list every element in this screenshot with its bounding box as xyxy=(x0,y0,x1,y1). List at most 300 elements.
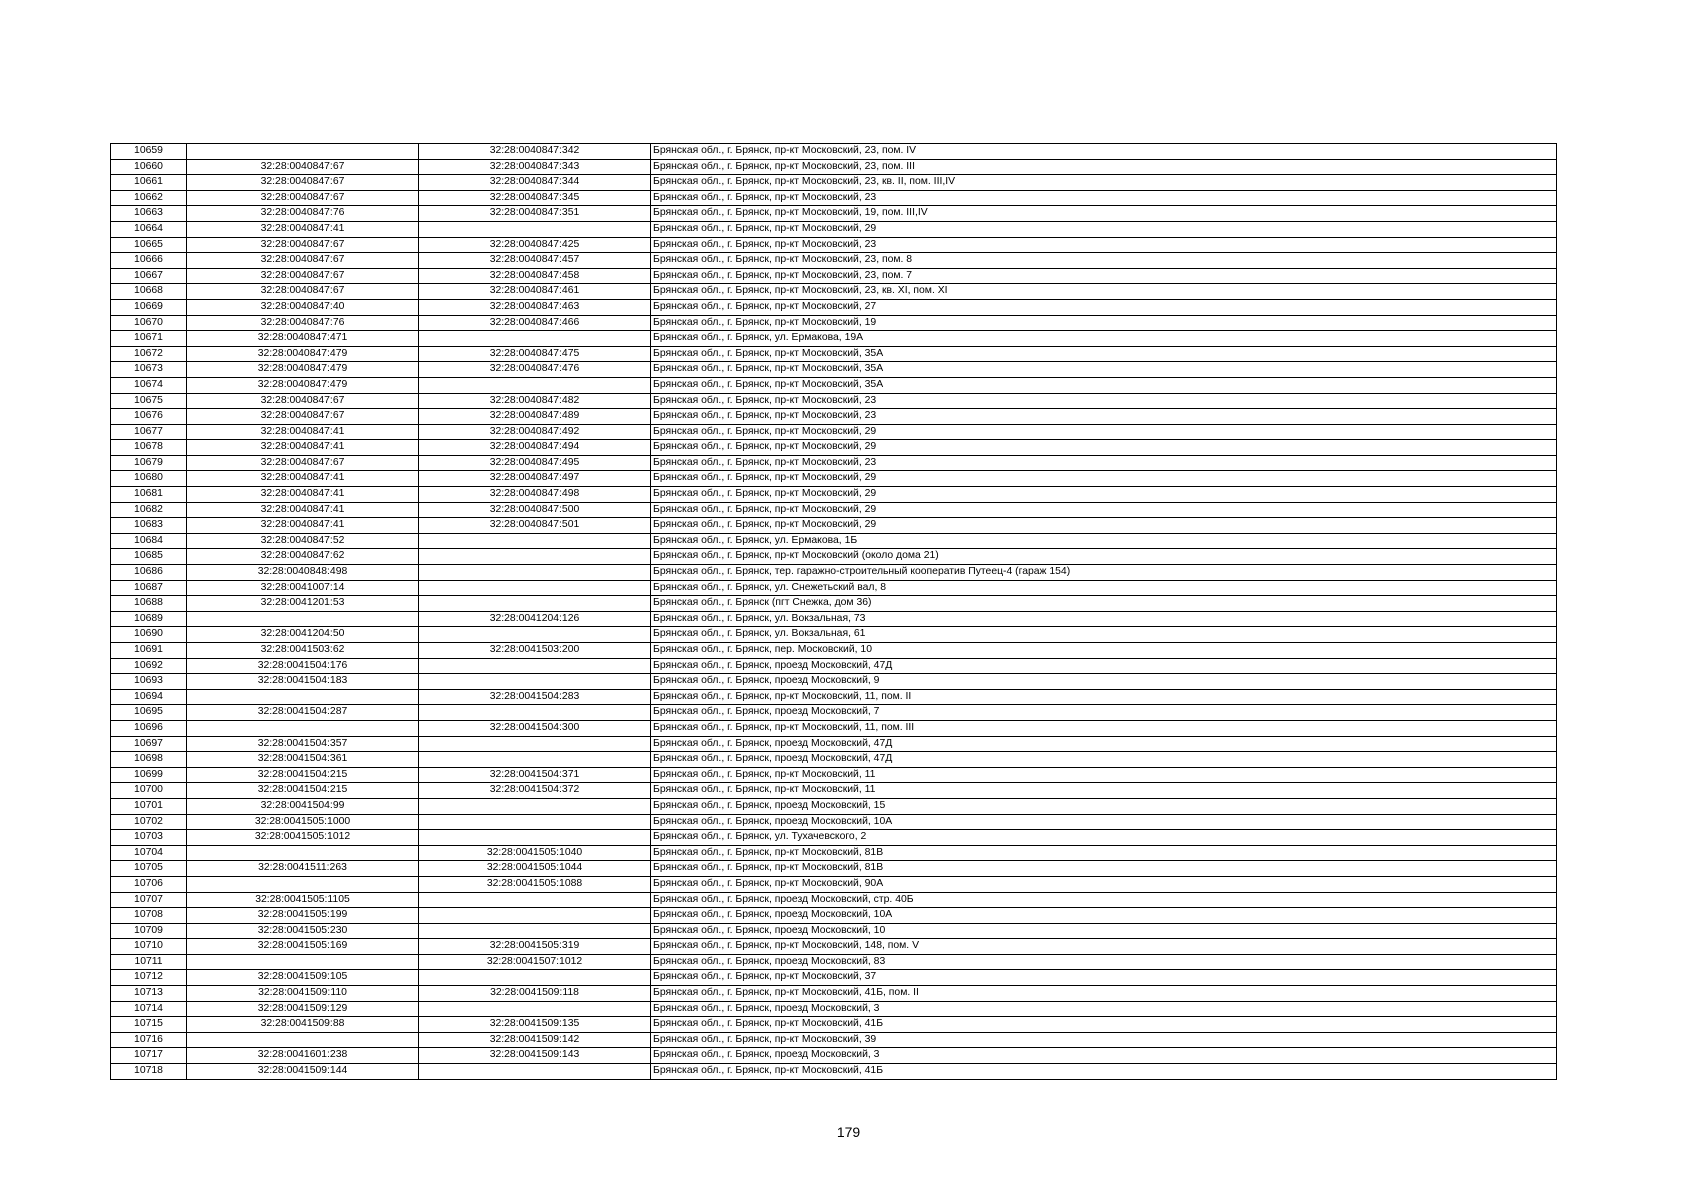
address-cell: Брянская обл., г. Брянск, проезд Московский, 10А xyxy=(651,908,1557,924)
address-cell: Брянская обл., г. Брянск, пр-кт Московский, 11, пом. II xyxy=(651,689,1557,705)
table-row xyxy=(111,720,1557,736)
land-cadastral-number-cell: 32:28:0040847:41 xyxy=(187,502,419,518)
land-cadastral-number-cell: 32:28:0040847:41 xyxy=(187,440,419,456)
row-number-cell: 10682 xyxy=(111,502,187,518)
table-row xyxy=(111,190,1557,206)
table-row xyxy=(111,362,1557,378)
object-cadastral-number-cell: 32:28:0040847:489 xyxy=(419,409,651,425)
address-cell: Брянская обл., г. Брянск, пр-кт Московский, 19 xyxy=(651,315,1557,331)
row-number-cell: 10660 xyxy=(111,159,187,175)
row-number-cell: 10680 xyxy=(111,471,187,487)
object-cadastral-number-cell xyxy=(419,596,651,612)
table-row xyxy=(111,783,1557,799)
row-number-cell: 10669 xyxy=(111,299,187,315)
row-number-cell: 10718 xyxy=(111,1064,187,1080)
land-cadastral-number-cell: 32:28:0040847:41 xyxy=(187,471,419,487)
table-row xyxy=(111,658,1557,674)
row-number-cell: 10663 xyxy=(111,206,187,222)
row-number-cell: 10694 xyxy=(111,689,187,705)
row-number-cell: 10659 xyxy=(111,144,187,160)
object-cadastral-number-cell: 32:28:0040847:497 xyxy=(419,471,651,487)
land-cadastral-number-cell xyxy=(187,876,419,892)
object-cadastral-number-cell: 32:28:0041503:200 xyxy=(419,643,651,659)
address-cell: Брянская обл., г. Брянск, проезд Московский, 47Д xyxy=(651,752,1557,768)
object-cadastral-number-cell: 32:28:0041505:1088 xyxy=(419,876,651,892)
table-row xyxy=(111,221,1557,237)
address-cell: Брянская обл., г. Брянск, пр-кт Московский, 23, кв. XI, пом. XI xyxy=(651,284,1557,300)
row-number-cell: 10712 xyxy=(111,970,187,986)
address-cell: Брянская обл., г. Брянск, пр-кт Московский, 29 xyxy=(651,221,1557,237)
address-cell: Брянская обл., г. Брянск, проезд Московский, 10 xyxy=(651,923,1557,939)
table-row xyxy=(111,705,1557,721)
object-cadastral-number-cell xyxy=(419,580,651,596)
object-cadastral-number-cell: 32:28:0040847:501 xyxy=(419,518,651,534)
registry-table xyxy=(110,143,1557,1080)
object-cadastral-number-cell: 32:28:0040847:495 xyxy=(419,455,651,471)
table-row xyxy=(111,970,1557,986)
land-cadastral-number-cell xyxy=(187,720,419,736)
row-number-cell: 10672 xyxy=(111,346,187,362)
object-cadastral-number-cell xyxy=(419,908,651,924)
land-cadastral-number-cell xyxy=(187,954,419,970)
object-cadastral-number-cell: 32:28:0041509:143 xyxy=(419,1048,651,1064)
address-cell: Брянская обл., г. Брянск, ул. Вокзальная, 73 xyxy=(651,611,1557,627)
table-row xyxy=(111,596,1557,612)
land-cadastral-number-cell xyxy=(187,845,419,861)
address-cell: Брянская обл., г. Брянск, ул. Вокзальная, 61 xyxy=(651,627,1557,643)
row-number-cell: 10711 xyxy=(111,954,187,970)
object-cadastral-number-cell xyxy=(419,970,651,986)
row-number-cell: 10698 xyxy=(111,752,187,768)
address-cell: Брянская обл., г. Брянск, проезд Московский, 9 xyxy=(651,674,1557,690)
row-number-cell: 10670 xyxy=(111,315,187,331)
address-cell: Брянская обл., г. Брянск, пр-кт Московский, 148, пом. V xyxy=(651,939,1557,955)
land-cadastral-number-cell: 32:28:0040847:67 xyxy=(187,253,419,269)
table-row xyxy=(111,830,1557,846)
object-cadastral-number-cell: 32:28:0041505:1044 xyxy=(419,861,651,877)
object-cadastral-number-cell xyxy=(419,830,651,846)
address-cell: Брянская обл., г. Брянск, пр-кт Московский, 11 xyxy=(651,767,1557,783)
land-cadastral-number-cell: 32:28:0040847:41 xyxy=(187,487,419,503)
row-number-cell: 10668 xyxy=(111,284,187,300)
land-cadastral-number-cell: 32:28:0041504:361 xyxy=(187,752,419,768)
land-cadastral-number-cell: 32:28:0041509:105 xyxy=(187,970,419,986)
table-row xyxy=(111,954,1557,970)
address-cell: Брянская обл., г. Брянск, пр-кт Московский, 29 xyxy=(651,487,1557,503)
address-cell: Брянская обл., г. Брянск, тер. гаражно-строительный кооператив Путеец-4 (гараж 154) xyxy=(651,565,1557,581)
table-row xyxy=(111,487,1557,503)
object-cadastral-number-cell: 32:28:0040847:475 xyxy=(419,346,651,362)
table-row xyxy=(111,440,1557,456)
row-number-cell: 10704 xyxy=(111,845,187,861)
row-number-cell: 10707 xyxy=(111,892,187,908)
land-cadastral-number-cell: 32:28:0041505:199 xyxy=(187,908,419,924)
address-cell: Брянская обл., г. Брянск, пр-кт Московский, 37 xyxy=(651,970,1557,986)
address-cell: Брянская обл., г. Брянск, пр-кт Московский, 81В xyxy=(651,861,1557,877)
table-row xyxy=(111,986,1557,1002)
address-cell: Брянская обл., г. Брянск, проезд Московский, 47Д xyxy=(651,736,1557,752)
land-cadastral-number-cell: 32:28:0041204:50 xyxy=(187,627,419,643)
row-number-cell: 10676 xyxy=(111,409,187,425)
table-row xyxy=(111,237,1557,253)
table-row xyxy=(111,643,1557,659)
land-cadastral-number-cell: 32:28:0040847:67 xyxy=(187,409,419,425)
row-number-cell: 10674 xyxy=(111,377,187,393)
land-cadastral-number-cell: 32:28:0041504:287 xyxy=(187,705,419,721)
land-cadastral-number-cell: 32:28:0040847:41 xyxy=(187,518,419,534)
table-row xyxy=(111,424,1557,440)
address-cell: Брянская обл., г. Брянск, пр-кт Московский, 11, пом. III xyxy=(651,720,1557,736)
address-cell: Брянская обл., г. Брянск, пр-кт Московский, 23, пом. 7 xyxy=(651,268,1557,284)
land-cadastral-number-cell: 32:28:0041504:215 xyxy=(187,783,419,799)
table-row xyxy=(111,533,1557,549)
row-number-cell: 10684 xyxy=(111,533,187,549)
row-number-cell: 10681 xyxy=(111,487,187,503)
table-row xyxy=(111,1017,1557,1033)
address-cell: Брянская обл., г. Брянск, пр-кт Московский, 41Б xyxy=(651,1064,1557,1080)
table-row xyxy=(111,565,1557,581)
land-cadastral-number-cell: 32:28:0040847:67 xyxy=(187,268,419,284)
address-cell: Брянская обл., г. Брянск, пр-кт Московский, 11 xyxy=(651,783,1557,799)
table-row xyxy=(111,284,1557,300)
table-row xyxy=(111,346,1557,362)
row-number-cell: 10714 xyxy=(111,1001,187,1017)
object-cadastral-number-cell: 32:28:0041204:126 xyxy=(419,611,651,627)
address-cell: Брянская обл., г. Брянск, ул. Ермакова, 1Б xyxy=(651,533,1557,549)
table-row xyxy=(111,627,1557,643)
object-cadastral-number-cell xyxy=(419,533,651,549)
row-number-cell: 10679 xyxy=(111,455,187,471)
row-number-cell: 10705 xyxy=(111,861,187,877)
table-row xyxy=(111,845,1557,861)
table-row xyxy=(111,580,1557,596)
object-cadastral-number-cell: 32:28:0040847:494 xyxy=(419,440,651,456)
land-cadastral-number-cell: 32:28:0040847:40 xyxy=(187,299,419,315)
object-cadastral-number-cell: 32:28:0040847:492 xyxy=(419,424,651,440)
address-cell: Брянская обл., г. Брянск, пр-кт Московский (около дома 21) xyxy=(651,549,1557,565)
table-row xyxy=(111,674,1557,690)
address-cell: Брянская обл., г. Брянск, проезд Московский, 15 xyxy=(651,798,1557,814)
object-cadastral-number-cell xyxy=(419,549,651,565)
address-cell: Брянская обл., г. Брянск, проезд Московский, 83 xyxy=(651,954,1557,970)
row-number-cell: 10710 xyxy=(111,939,187,955)
row-number-cell: 10696 xyxy=(111,720,187,736)
row-number-cell: 10686 xyxy=(111,565,187,581)
address-cell: Брянская обл., г. Брянск, пр-кт Московский, 19, пом. III,IV xyxy=(651,206,1557,222)
address-cell: Брянская обл., г. Брянск, пр-кт Московский, 35А xyxy=(651,362,1557,378)
object-cadastral-number-cell xyxy=(419,377,651,393)
object-cadastral-number-cell: 32:28:0040847:476 xyxy=(419,362,651,378)
address-cell: Брянская обл., г. Брянск, пр-кт Московский, 23, кв. II, пом. III,IV xyxy=(651,175,1557,191)
row-number-cell: 10716 xyxy=(111,1032,187,1048)
row-number-cell: 10667 xyxy=(111,268,187,284)
land-cadastral-number-cell: 32:28:0041505:1012 xyxy=(187,830,419,846)
table-row xyxy=(111,409,1557,425)
address-cell: Брянская обл., г. Брянск, пр-кт Московский, 35А xyxy=(651,346,1557,362)
address-cell: Брянская обл., г. Брянск, пр-кт Московский, 81В xyxy=(651,845,1557,861)
object-cadastral-number-cell xyxy=(419,705,651,721)
object-cadastral-number-cell xyxy=(419,798,651,814)
object-cadastral-number-cell: 32:28:0041504:283 xyxy=(419,689,651,705)
address-cell: Брянская обл., г. Брянск, пр-кт Московский, 29 xyxy=(651,502,1557,518)
row-number-cell: 10673 xyxy=(111,362,187,378)
address-cell: Брянская обл., г. Брянск, пр-кт Московский, 23 xyxy=(651,190,1557,206)
land-cadastral-number-cell: 32:28:0040847:67 xyxy=(187,190,419,206)
land-cadastral-number-cell: 32:28:0041509:144 xyxy=(187,1064,419,1080)
object-cadastral-number-cell: 32:28:0040847:351 xyxy=(419,206,651,222)
address-cell: Брянская обл., г. Брянск, ул. Тухачевского, 2 xyxy=(651,830,1557,846)
address-cell: Брянская обл., г. Брянск, ул. Ермакова, 19А xyxy=(651,331,1557,347)
address-cell: Брянская обл., г. Брянск, пр-кт Московский, 27 xyxy=(651,299,1557,315)
address-cell: Брянская обл., г. Брянск, проезд Московский, 7 xyxy=(651,705,1557,721)
land-cadastral-number-cell: 32:28:0040847:41 xyxy=(187,424,419,440)
table-row xyxy=(111,144,1557,160)
row-number-cell: 10664 xyxy=(111,221,187,237)
land-cadastral-number-cell: 32:28:0040847:76 xyxy=(187,206,419,222)
land-cadastral-number-cell: 32:28:0041201:53 xyxy=(187,596,419,612)
land-cadastral-number-cell: 32:28:0040847:67 xyxy=(187,284,419,300)
row-number-cell: 10687 xyxy=(111,580,187,596)
row-number-cell: 10706 xyxy=(111,876,187,892)
row-number-cell: 10691 xyxy=(111,643,187,659)
object-cadastral-number-cell xyxy=(419,658,651,674)
object-cadastral-number-cell xyxy=(419,814,651,830)
land-cadastral-number-cell xyxy=(187,611,419,627)
table-row xyxy=(111,767,1557,783)
object-cadastral-number-cell xyxy=(419,674,651,690)
address-cell: Брянская обл., г. Брянск, пр-кт Московский, 29 xyxy=(651,518,1557,534)
row-number-cell: 10715 xyxy=(111,1017,187,1033)
object-cadastral-number-cell xyxy=(419,752,651,768)
row-number-cell: 10661 xyxy=(111,175,187,191)
row-number-cell: 10708 xyxy=(111,908,187,924)
row-number-cell: 10685 xyxy=(111,549,187,565)
land-cadastral-number-cell: 32:28:0040847:479 xyxy=(187,362,419,378)
address-cell: Брянская обл., г. Брянск, пр-кт Московский, 35А xyxy=(651,377,1557,393)
object-cadastral-number-cell xyxy=(419,1064,651,1080)
land-cadastral-number-cell: 32:28:0040847:67 xyxy=(187,159,419,175)
row-number-cell: 10697 xyxy=(111,736,187,752)
object-cadastral-number-cell: 32:28:0041505:319 xyxy=(419,939,651,955)
object-cadastral-number-cell xyxy=(419,565,651,581)
object-cadastral-number-cell xyxy=(419,627,651,643)
table-row xyxy=(111,393,1557,409)
object-cadastral-number-cell: 32:28:0040847:457 xyxy=(419,253,651,269)
land-cadastral-number-cell: 32:28:0041504:176 xyxy=(187,658,419,674)
table-row xyxy=(111,175,1557,191)
row-number-cell: 10690 xyxy=(111,627,187,643)
land-cadastral-number-cell: 32:28:0040847:479 xyxy=(187,346,419,362)
table-row xyxy=(111,876,1557,892)
table-row xyxy=(111,736,1557,752)
land-cadastral-number-cell xyxy=(187,1032,419,1048)
object-cadastral-number-cell: 32:28:0040847:466 xyxy=(419,315,651,331)
address-cell: Брянская обл., г. Брянск (пгт Снежка, дом 36) xyxy=(651,596,1557,612)
object-cadastral-number-cell xyxy=(419,331,651,347)
object-cadastral-number-cell: 32:28:0040847:482 xyxy=(419,393,651,409)
land-cadastral-number-cell: 32:28:0040847:67 xyxy=(187,175,419,191)
row-number-cell: 10700 xyxy=(111,783,187,799)
address-cell: Брянская обл., г. Брянск, проезд Московский, 10А xyxy=(651,814,1557,830)
table-row xyxy=(111,892,1557,908)
table-row xyxy=(111,206,1557,222)
address-cell: Брянская обл., г. Брянск, пр-кт Московский, 29 xyxy=(651,440,1557,456)
row-number-cell: 10665 xyxy=(111,237,187,253)
object-cadastral-number-cell: 32:28:0040847:425 xyxy=(419,237,651,253)
land-cadastral-number-cell: 32:28:0040848:498 xyxy=(187,565,419,581)
address-cell: Брянская обл., г. Брянск, пр-кт Московский, 23, пом. IV xyxy=(651,144,1557,160)
land-cadastral-number-cell: 32:28:0041505:169 xyxy=(187,939,419,955)
land-cadastral-number-cell: 32:28:0040847:67 xyxy=(187,455,419,471)
land-cadastral-number-cell: 32:28:0041504:357 xyxy=(187,736,419,752)
object-cadastral-number-cell: 32:28:0041504:300 xyxy=(419,720,651,736)
table-row xyxy=(111,923,1557,939)
row-number-cell: 10675 xyxy=(111,393,187,409)
table-row xyxy=(111,502,1557,518)
table-row xyxy=(111,798,1557,814)
address-cell: Брянская обл., г. Брянск, пер. Московский, 10 xyxy=(651,643,1557,659)
table-row xyxy=(111,1048,1557,1064)
table-row xyxy=(111,814,1557,830)
land-cadastral-number-cell: 32:28:0041505:230 xyxy=(187,923,419,939)
table-row xyxy=(111,689,1557,705)
land-cadastral-number-cell: 32:28:0040847:67 xyxy=(187,237,419,253)
table-row xyxy=(111,549,1557,565)
land-cadastral-number-cell: 32:28:0041511:263 xyxy=(187,861,419,877)
address-cell: Брянская обл., г. Брянск, ул. Снежетьский вал, 8 xyxy=(651,580,1557,596)
row-number-cell: 10683 xyxy=(111,518,187,534)
table-row xyxy=(111,1064,1557,1080)
table-row xyxy=(111,253,1557,269)
land-cadastral-number-cell xyxy=(187,144,419,160)
row-number-cell: 10695 xyxy=(111,705,187,721)
object-cadastral-number-cell: 32:28:0040847:500 xyxy=(419,502,651,518)
row-number-cell: 10699 xyxy=(111,767,187,783)
address-cell: Брянская обл., г. Брянск, пр-кт Московский, 23 xyxy=(651,409,1557,425)
row-number-cell: 10671 xyxy=(111,331,187,347)
row-number-cell: 10677 xyxy=(111,424,187,440)
land-cadastral-number-cell: 32:28:0041504:183 xyxy=(187,674,419,690)
table-row xyxy=(111,518,1557,534)
address-cell: Брянская обл., г. Брянск, пр-кт Московский, 23 xyxy=(651,237,1557,253)
object-cadastral-number-cell: 32:28:0040847:458 xyxy=(419,268,651,284)
table-row xyxy=(111,377,1557,393)
object-cadastral-number-cell xyxy=(419,736,651,752)
row-number-cell: 10688 xyxy=(111,596,187,612)
table-row xyxy=(111,939,1557,955)
land-cadastral-number-cell: 32:28:0040847:76 xyxy=(187,315,419,331)
address-cell: Брянская обл., г. Брянск, пр-кт Московский, 29 xyxy=(651,471,1557,487)
object-cadastral-number-cell: 32:28:0041509:118 xyxy=(419,986,651,1002)
row-number-cell: 10713 xyxy=(111,986,187,1002)
address-cell: Брянская обл., г. Брянск, пр-кт Московский, 23, пом. 8 xyxy=(651,253,1557,269)
land-cadastral-number-cell: 32:28:0041509:129 xyxy=(187,1001,419,1017)
row-number-cell: 10702 xyxy=(111,814,187,830)
row-number-cell: 10689 xyxy=(111,611,187,627)
address-cell: Брянская обл., г. Брянск, проезд Московский, стр. 40Б xyxy=(651,892,1557,908)
object-cadastral-number-cell: 32:28:0041504:372 xyxy=(419,783,651,799)
table-row xyxy=(111,455,1557,471)
address-cell: Брянская обл., г. Брянск, пр-кт Московский, 23 xyxy=(651,393,1557,409)
object-cadastral-number-cell xyxy=(419,923,651,939)
table-row xyxy=(111,315,1557,331)
table-row xyxy=(111,471,1557,487)
object-cadastral-number-cell xyxy=(419,1001,651,1017)
table-row xyxy=(111,299,1557,315)
row-number-cell: 10703 xyxy=(111,830,187,846)
land-cadastral-number-cell: 32:28:0041504:99 xyxy=(187,798,419,814)
table-row xyxy=(111,752,1557,768)
object-cadastral-number-cell: 32:28:0040847:345 xyxy=(419,190,651,206)
land-cadastral-number-cell: 32:28:0040847:52 xyxy=(187,533,419,549)
object-cadastral-number-cell xyxy=(419,892,651,908)
address-cell: Брянская обл., г. Брянск, пр-кт Московский, 23 xyxy=(651,455,1557,471)
land-cadastral-number-cell: 32:28:0041505:1000 xyxy=(187,814,419,830)
object-cadastral-number-cell: 32:28:0040847:461 xyxy=(419,284,651,300)
land-cadastral-number-cell xyxy=(187,689,419,705)
table-row xyxy=(111,861,1557,877)
row-number-cell: 10709 xyxy=(111,923,187,939)
land-cadastral-number-cell: 32:28:0040847:471 xyxy=(187,331,419,347)
table-row xyxy=(111,908,1557,924)
registry-table-body xyxy=(111,144,1557,1080)
address-cell: Брянская обл., г. Брянск, пр-кт Московский, 23, пом. III xyxy=(651,159,1557,175)
table-row xyxy=(111,268,1557,284)
land-cadastral-number-cell: 32:28:0041505:1105 xyxy=(187,892,419,908)
address-cell: Брянская обл., г. Брянск, проезд Московский, 3 xyxy=(651,1001,1557,1017)
object-cadastral-number-cell: 32:28:0040847:498 xyxy=(419,487,651,503)
object-cadastral-number-cell: 32:28:0041505:1040 xyxy=(419,845,651,861)
land-cadastral-number-cell: 32:28:0040847:479 xyxy=(187,377,419,393)
land-cadastral-number-cell: 32:28:0041509:110 xyxy=(187,986,419,1002)
land-cadastral-number-cell: 32:28:0041601:238 xyxy=(187,1048,419,1064)
address-cell: Брянская обл., г. Брянск, пр-кт Московский, 41Б, пом. II xyxy=(651,986,1557,1002)
object-cadastral-number-cell: 32:28:0041509:135 xyxy=(419,1017,651,1033)
land-cadastral-number-cell: 32:28:0041007:14 xyxy=(187,580,419,596)
object-cadastral-number-cell: 32:28:0040847:343 xyxy=(419,159,651,175)
land-cadastral-number-cell: 32:28:0040847:41 xyxy=(187,221,419,237)
land-cadastral-number-cell: 32:28:0041503:62 xyxy=(187,643,419,659)
address-cell: Брянская обл., г. Брянск, пр-кт Московский, 39 xyxy=(651,1032,1557,1048)
object-cadastral-number-cell: 32:28:0041507:1012 xyxy=(419,954,651,970)
page-number: 179 xyxy=(836,1124,861,1140)
object-cadastral-number-cell xyxy=(419,221,651,237)
table-row xyxy=(111,1001,1557,1017)
address-cell: Брянская обл., г. Брянск, пр-кт Московский, 41Б xyxy=(651,1017,1557,1033)
land-cadastral-number-cell: 32:28:0040847:62 xyxy=(187,549,419,565)
row-number-cell: 10662 xyxy=(111,190,187,206)
object-cadastral-number-cell: 32:28:0040847:344 xyxy=(419,175,651,191)
row-number-cell: 10693 xyxy=(111,674,187,690)
table-row xyxy=(111,611,1557,627)
row-number-cell: 10692 xyxy=(111,658,187,674)
row-number-cell: 10717 xyxy=(111,1048,187,1064)
land-cadastral-number-cell: 32:28:0041509:88 xyxy=(187,1017,419,1033)
table-row xyxy=(111,1032,1557,1048)
address-cell: Брянская обл., г. Брянск, пр-кт Московский, 90А xyxy=(651,876,1557,892)
land-cadastral-number-cell: 32:28:0040847:67 xyxy=(187,393,419,409)
table-row xyxy=(111,159,1557,175)
table-row xyxy=(111,331,1557,347)
object-cadastral-number-cell: 32:28:0040847:463 xyxy=(419,299,651,315)
row-number-cell: 10678 xyxy=(111,440,187,456)
object-cadastral-number-cell: 32:28:0041504:371 xyxy=(419,767,651,783)
address-cell: Брянская обл., г. Брянск, проезд Московский, 47Д xyxy=(651,658,1557,674)
land-cadastral-number-cell: 32:28:0041504:215 xyxy=(187,767,419,783)
address-cell: Брянская обл., г. Брянск, пр-кт Московский, 29 xyxy=(651,424,1557,440)
object-cadastral-number-cell: 32:28:0040847:342 xyxy=(419,144,651,160)
object-cadastral-number-cell: 32:28:0041509:142 xyxy=(419,1032,651,1048)
